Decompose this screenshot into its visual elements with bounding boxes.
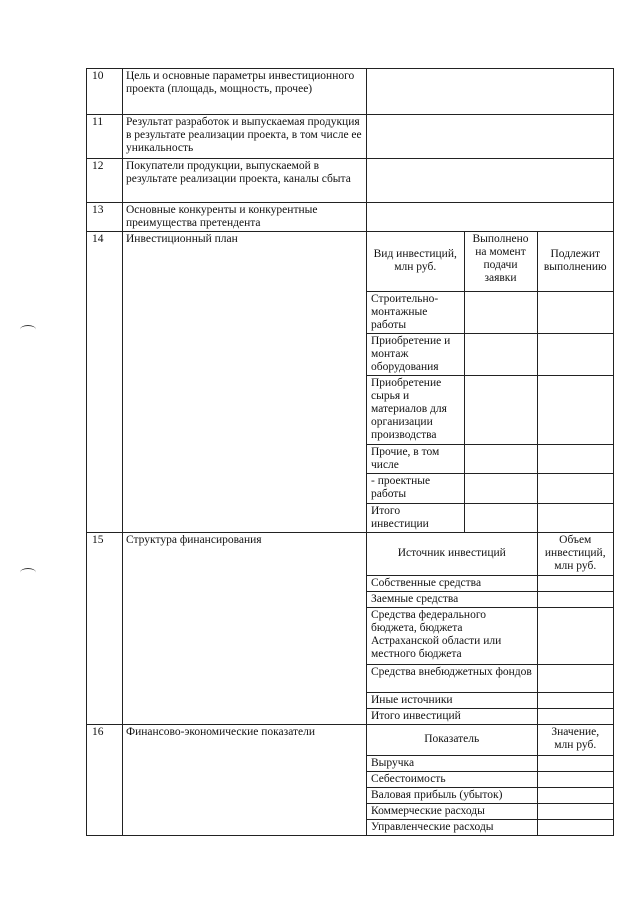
row-number: 12 [87,159,123,203]
row-value-cell [367,115,614,159]
margin-mark [20,568,36,577]
row-value-cell [367,203,614,232]
item-label: Строительно-монтажные работы [367,291,464,333]
project-info-table [86,68,614,836]
item-label: Приобретение сырья и материалов для организации производства [367,375,464,444]
item-label: Валовая прибыль (убыток) [367,787,537,803]
row-description: Цель и основные параметры инвестиционного проекта (площадь, мощность, прочее) [123,69,367,115]
item-label: Управленческие расходы [367,819,537,835]
table-row [87,69,614,115]
header-cell: Показатель [367,725,537,755]
header-cell: Подлежит выполнению [537,232,613,291]
row-description: Структура финансирования [123,532,367,725]
item-label: Итого инвестиций [367,709,537,725]
row-number: 10 [87,69,123,115]
row-description: Результат разработок и выпускаемая продукция в результате реализации проекта, в том числе ее уникальность [123,115,367,159]
row-value-cell [367,69,614,115]
row-number: 15 [87,532,123,725]
item-label: Заемные средства [367,592,537,608]
table-row [87,159,614,203]
item-label: Иные источники [367,693,537,709]
row-number: 14 [87,232,123,533]
row-description: Финансово-экономические показатели [123,725,367,836]
item-label: Собственные средства [367,576,537,592]
item-label: Себестоимость [367,771,537,787]
row-description: Инвестиционный план [123,232,367,533]
header-cell: Значение, млн руб. [537,725,613,755]
row-number: 13 [87,203,123,232]
row-number: 11 [87,115,123,159]
table-row [87,203,614,232]
financing-structure-table [367,533,613,725]
table-row [87,532,614,725]
item-label: Коммерческие расходы [367,803,537,819]
margin-mark [20,325,36,334]
row-description: Покупатели продукции, выпускаемой в результате реализации проекта, каналы сбыта [123,159,367,203]
header-cell: Выполнено на момент подачи заявки [464,232,537,291]
table-row [87,115,614,159]
item-label: Средства внебюджетных фондов [367,665,537,693]
header-cell: Объем инвестиций, млн руб. [537,533,613,576]
item-label: Приобретение и монтаж оборудования [367,333,464,375]
item-label: - проектные работы [367,473,464,503]
item-label: Средства федерального бюджета, бюджета Астраханской области или местного бюджета [367,608,537,665]
row-value-cell [367,159,614,203]
table-row [87,232,614,533]
header-cell: Источник инвестиций [367,533,537,576]
table-row [87,725,614,836]
item-label: Итого инвестиции [367,503,464,532]
row-number: 16 [87,725,123,836]
item-label: Прочие, в том числе [367,444,464,473]
investment-plan-table [367,232,613,532]
row-description: Основные конкуренты и конкурентные преимущества претендента [123,203,367,232]
item-label: Выручка [367,755,537,771]
financial-indicators-table [367,725,613,835]
header-cell: Вид инвестиций, млн руб. [367,232,464,291]
